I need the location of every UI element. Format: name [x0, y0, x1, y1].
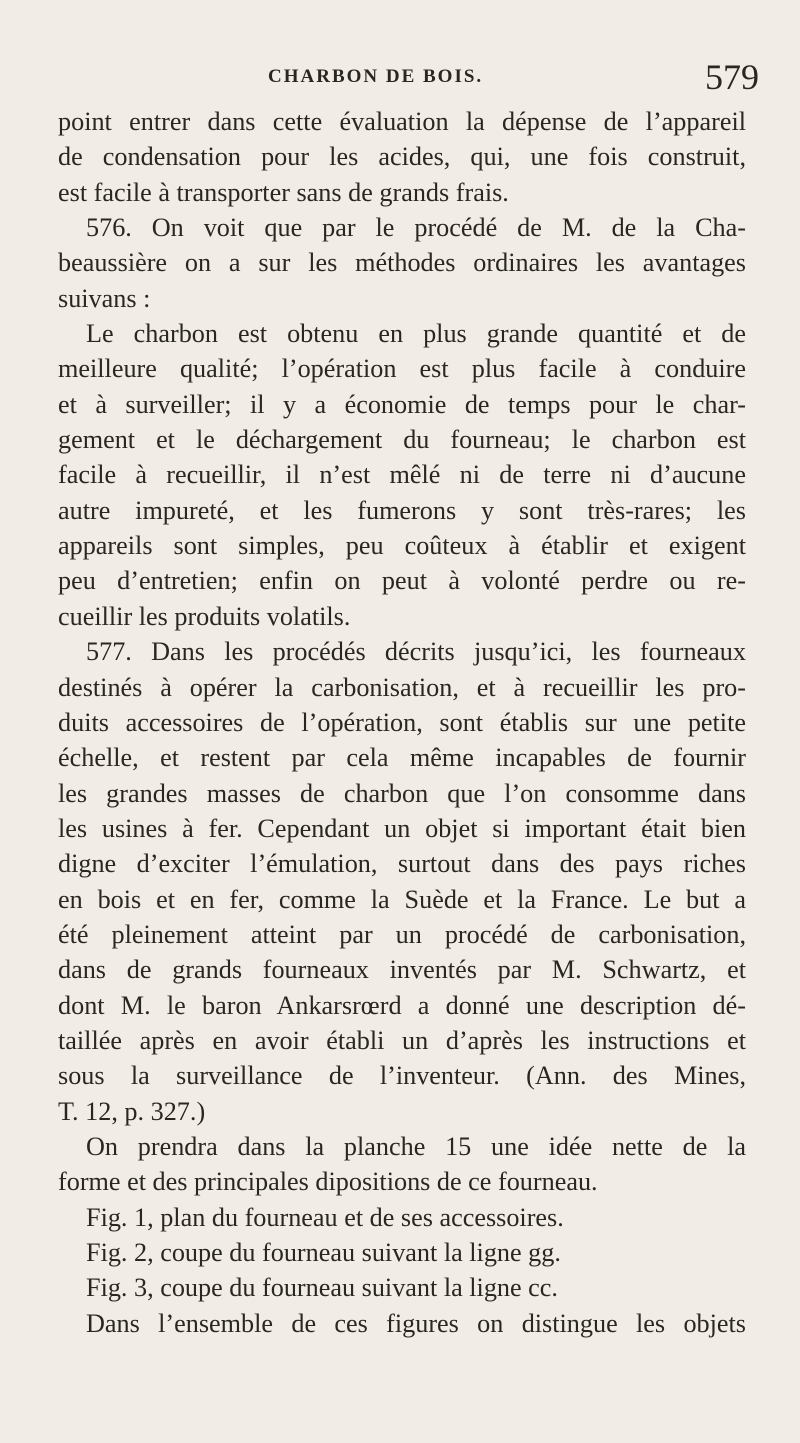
text-line: gement et le déchargement du fourneau; le charbon est — [58, 425, 746, 455]
text-line: sous la surveillance de l’inventeur. (Ann. des Mines, — [58, 1061, 746, 1091]
text-line: 577. Dans les procédés décrits jusqu’ici, les fourneaux — [86, 637, 746, 667]
text-line: point entrer dans cette évaluation la dépense de l’appareil — [58, 107, 746, 136]
text-line: dont M. le baron Ankarsrœrd a donné une description dé- — [58, 990, 746, 1020]
text-line: les grandes masses de charbon que l’on consomme dans — [58, 778, 746, 808]
text-line: et à surveiller; il y a économie de temps pour le char- — [58, 389, 746, 419]
body-text — [58, 104, 746, 1341]
text-line: cueillir les produits volatils. — [58, 601, 351, 631]
text-line: taillée après en avoir établi un d’après les instructions et — [58, 1025, 746, 1055]
running-head: CHARBON DE BOIS. — [268, 66, 484, 87]
text-line: Fig. 2, coupe du fourneau suivant la ligne gg. — [86, 1238, 561, 1267]
text-line: digne d’exciter l’émulation, surtout dans des pays riches — [58, 849, 746, 879]
text-line: Dans l’ensemble de ces figures on distingue les objets — [86, 1308, 746, 1338]
text-line: Le charbon est obtenu en plus grande quantité et de — [86, 319, 746, 349]
text-line: autre impureté, et les fumerons y sont très-rares; les — [58, 495, 746, 525]
page-number: 579 — [705, 57, 759, 97]
text-line: de condensation pour les acides, qui, une fois construit, — [58, 142, 746, 172]
text-line: est facile à transporter sans de grands frais. — [58, 177, 509, 207]
page-header — [0, 57, 800, 102]
text-line: facile à recueillir, il n’est mêlé ni de terre ni d’aucune — [58, 460, 746, 490]
text-line: en bois et en fer, comme la Suède et la France. Le but a — [58, 884, 746, 914]
text-line: dans de grands fourneaux inventés par M. Schwartz, et — [58, 955, 746, 985]
text-line: Fig. 3, coupe du fourneau suivant la ligne cc. — [86, 1273, 558, 1303]
text-line: forme et des principales dipositions de ce fourneau. — [58, 1167, 598, 1197]
text-line: beaussière on a sur les méthodes ordinaires les avantages — [58, 248, 746, 278]
text-line: 576. On voit que par le procédé de M. de la Cha- — [86, 213, 746, 243]
text-line: destinés à opérer la carbonisation, et à recueillir les pro- — [58, 672, 746, 702]
text-line: meilleure qualité; l’opération est plus facile à conduire — [58, 354, 746, 384]
text-line: T. 12, p. 327.) — [58, 1096, 206, 1126]
text-line: suivans : — [58, 283, 151, 313]
text-line: échelle, et restent par cela même incapables de fournir — [58, 743, 746, 773]
text-line: été pleinement atteint par un procédé de carbonisation, — [58, 919, 746, 949]
text-line: Fig. 1, plan du fourneau et de ses accessoires. — [86, 1202, 564, 1232]
text-line: duits accessoires de l’opération, sont établis sur une petite — [58, 707, 746, 737]
text-line: On prendra dans la planche 15 une idée nette de la — [86, 1131, 746, 1161]
text-line: peu d’entretien; enfin on peut à volonté perdre ou re- — [58, 566, 746, 596]
text-line: appareils sont simples, peu coûteux à établir et exigent — [58, 531, 746, 561]
text-line: les usines à fer. Cependant un objet si important était bien — [58, 813, 746, 843]
